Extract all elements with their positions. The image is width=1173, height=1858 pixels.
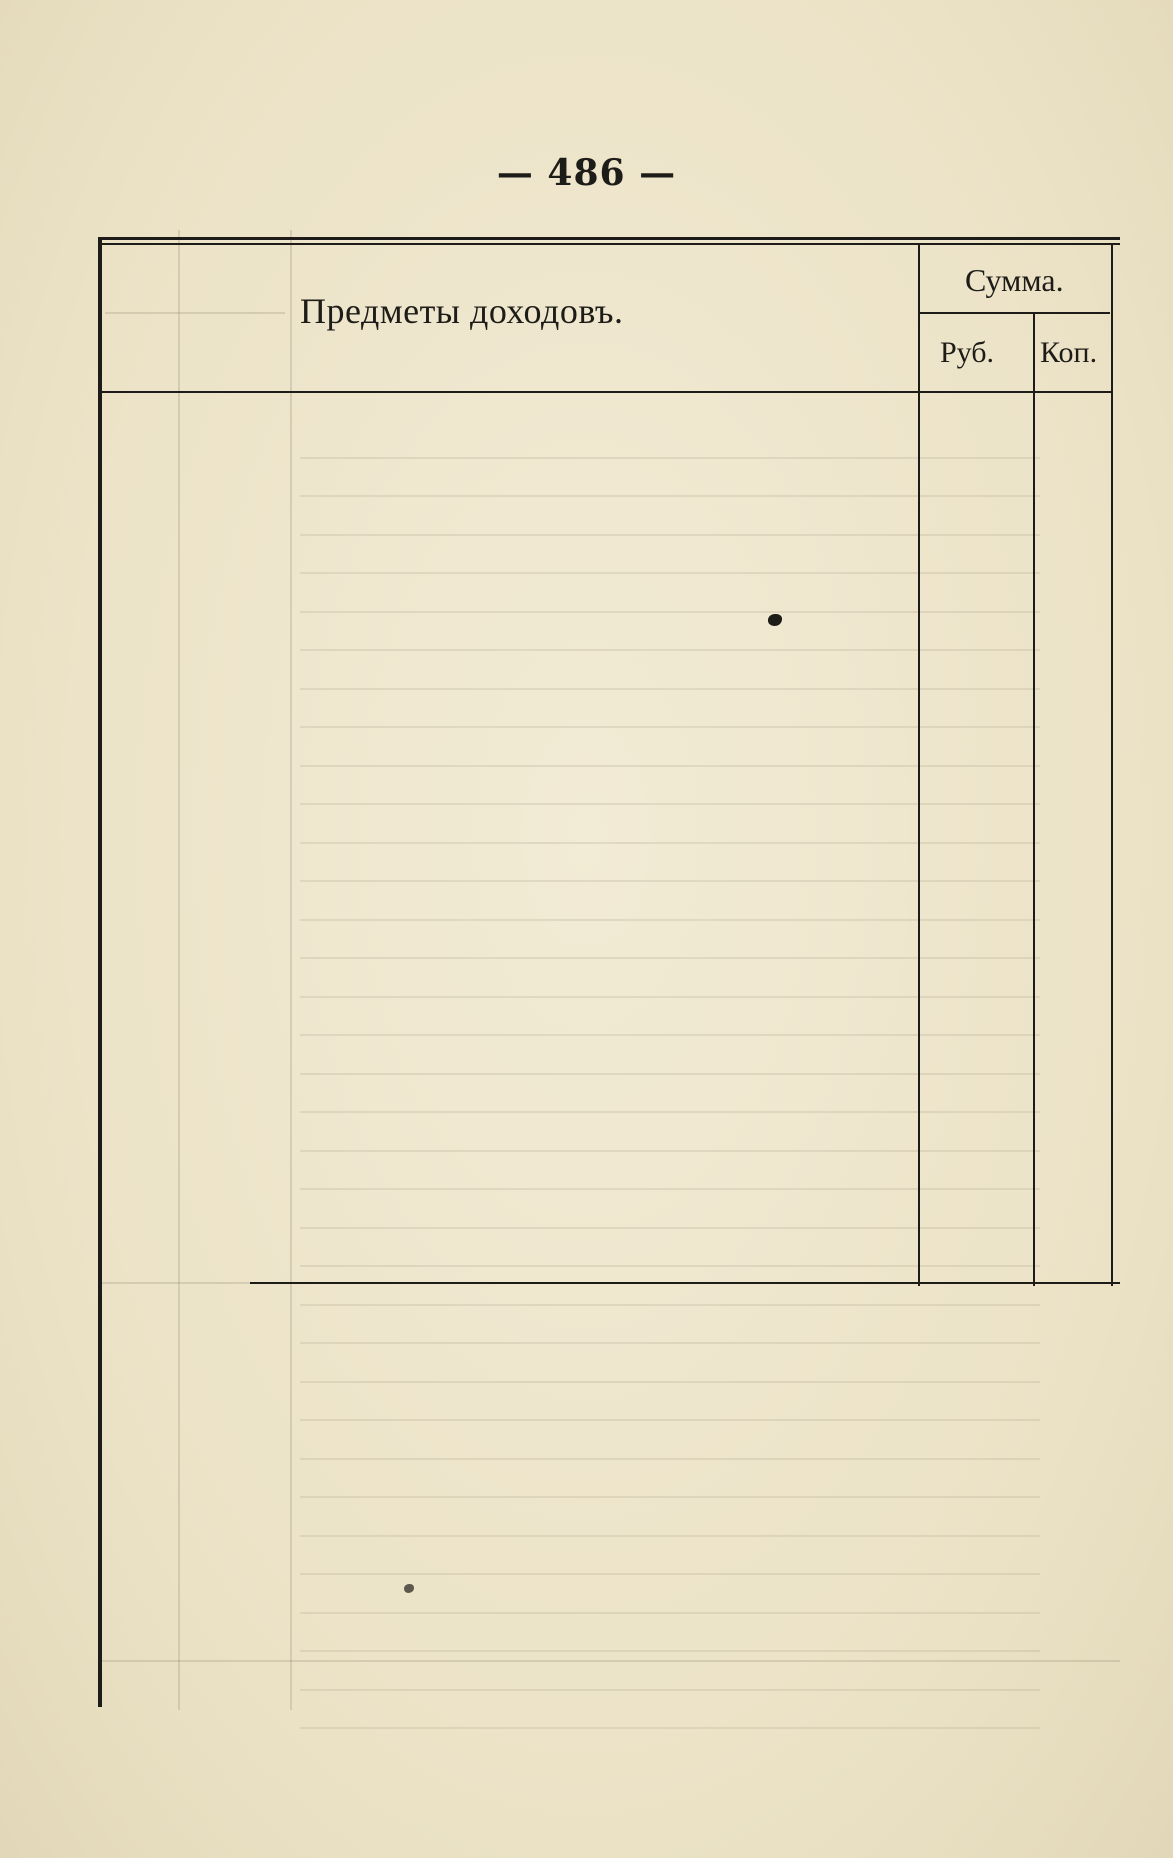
income-table xyxy=(98,237,1120,1707)
column-header-rubles: Руб. xyxy=(940,336,995,369)
column-header-sum: Сумма. xyxy=(965,262,1064,298)
column-header-items: Предметы доходовъ. xyxy=(300,291,624,331)
page-number: — 486 — xyxy=(496,152,677,194)
column-header-kopecks: Коп. xyxy=(1040,336,1098,369)
